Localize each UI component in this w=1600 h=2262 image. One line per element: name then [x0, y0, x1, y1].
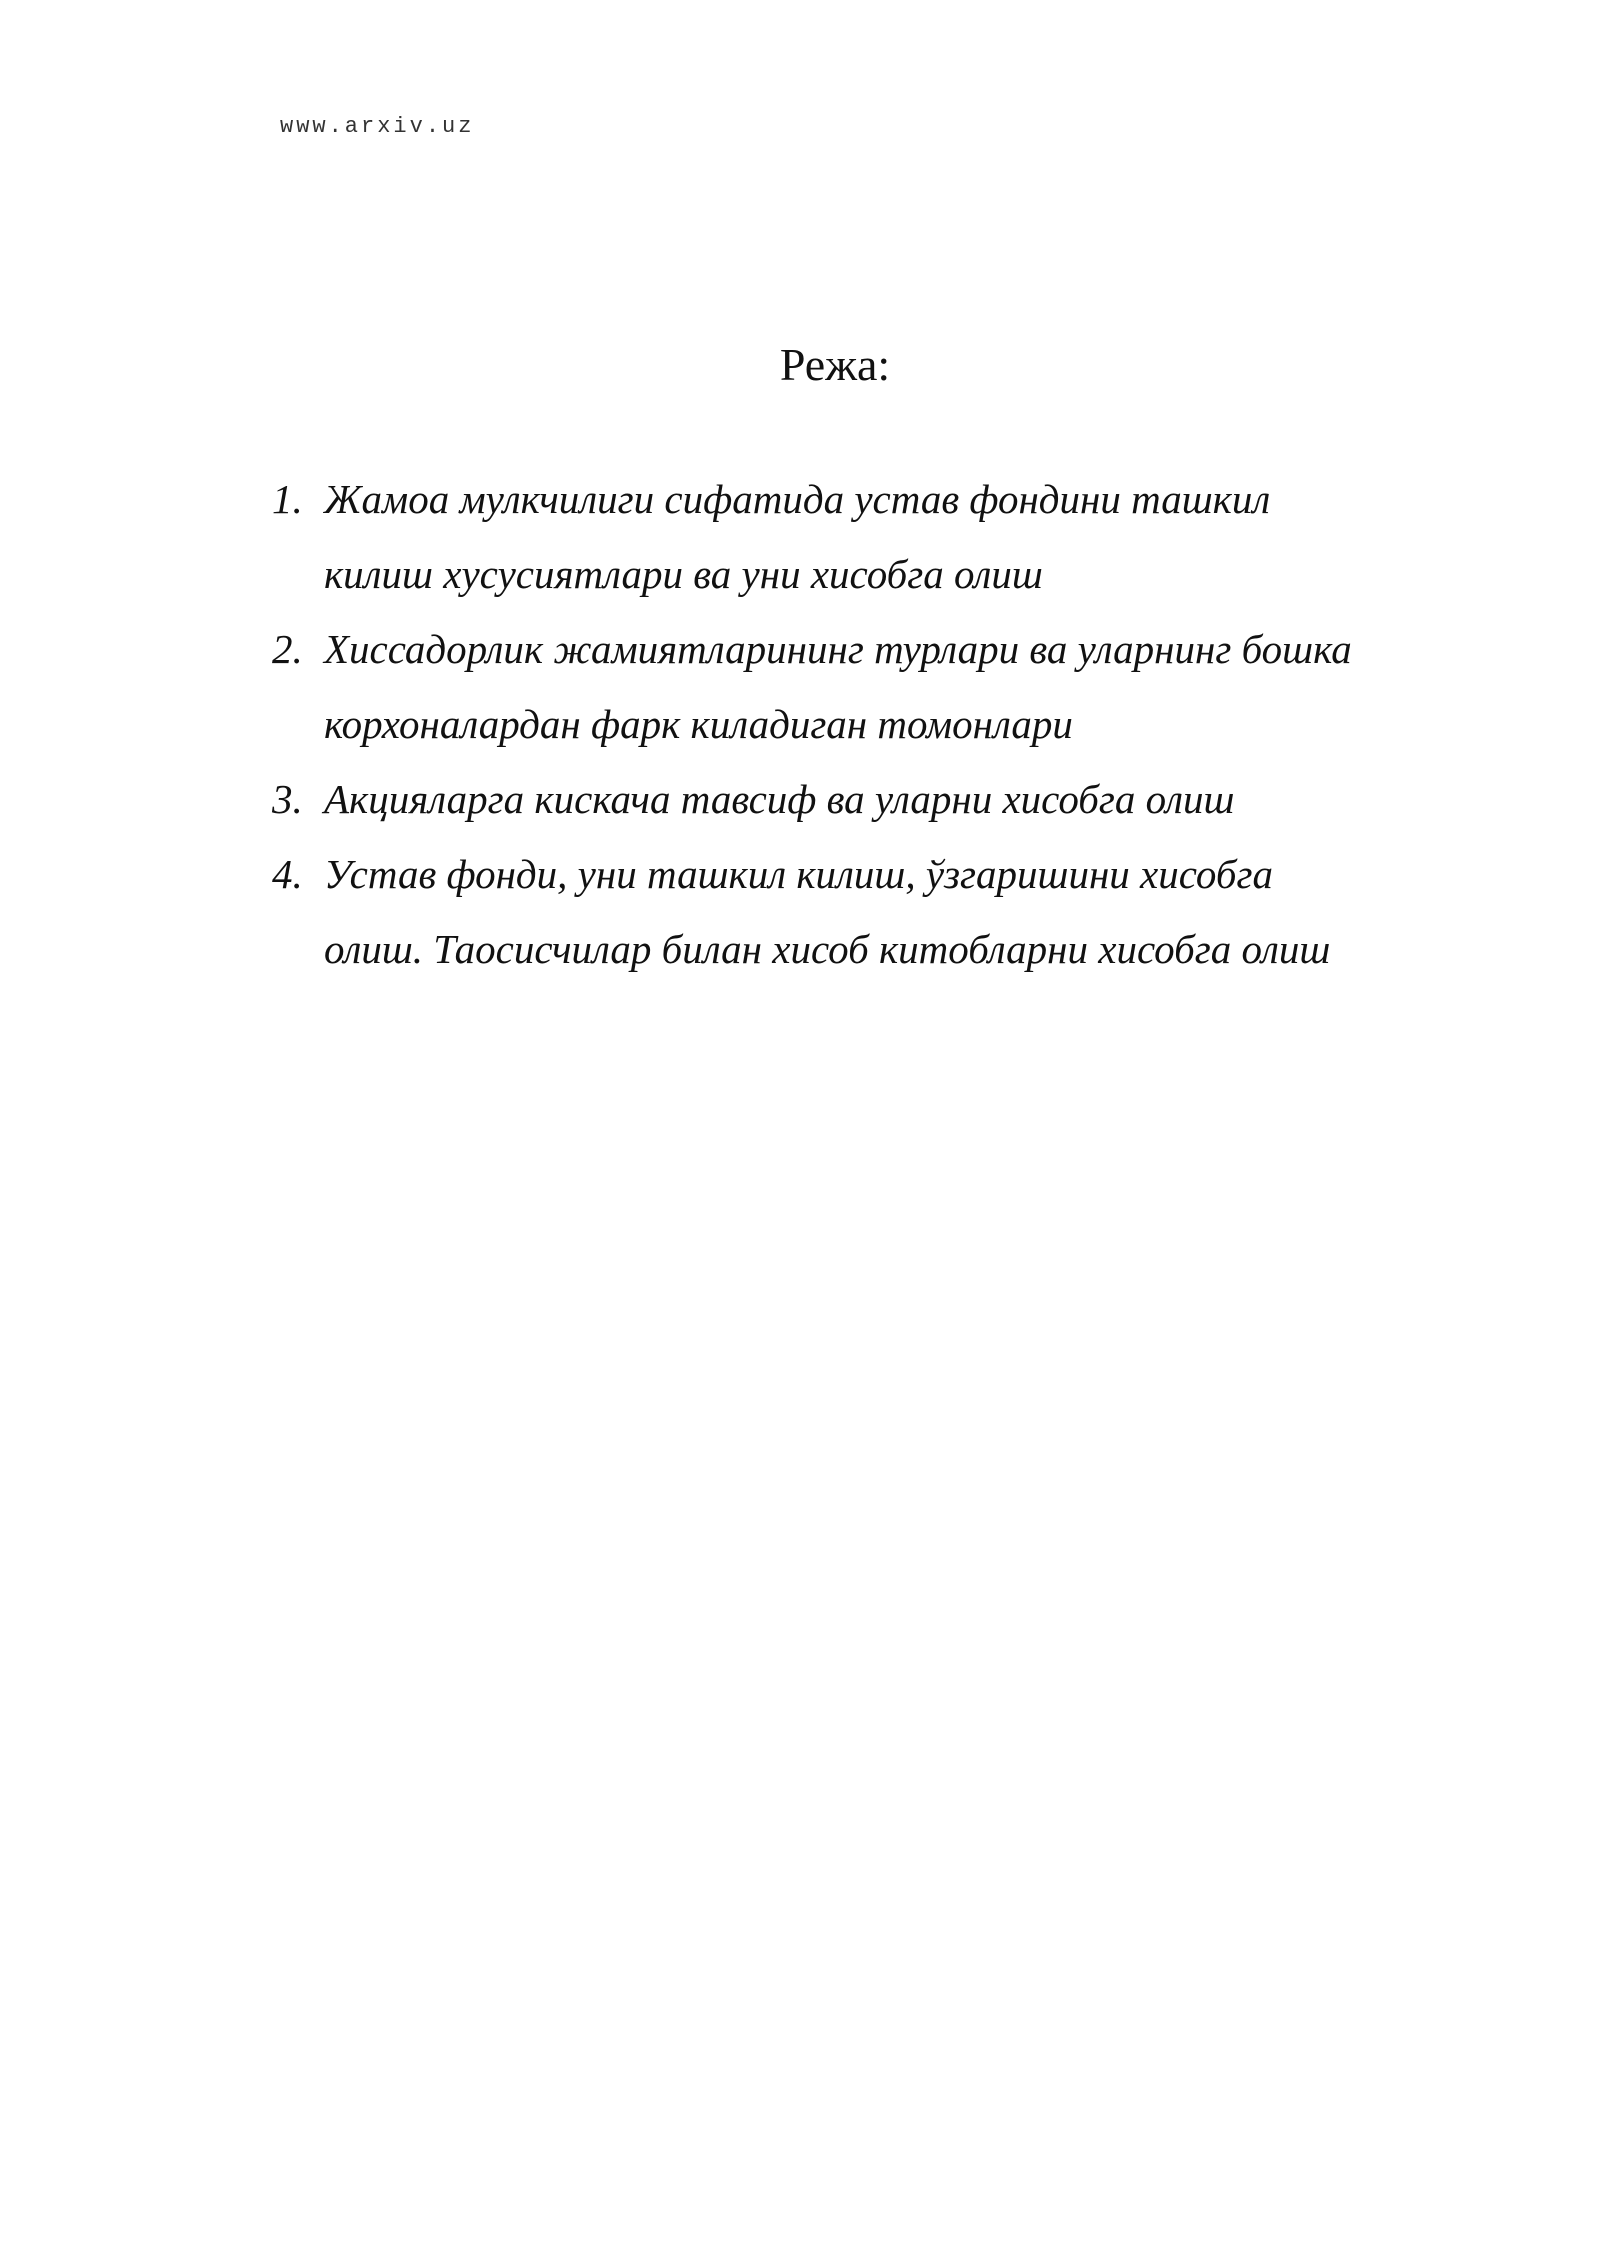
- plan-item-text: [324, 612, 1452, 762]
- plan-item-line: корхоналардан фарк киладиган томонлари: [324, 701, 1073, 747]
- plan-item-line: килиш хусусиятлари ва уни хисобга олиш: [324, 551, 1043, 597]
- plan-item-2: [272, 612, 1452, 762]
- plan-item-line: олиш. Таосисчилар билан хисоб китобларни хисобга олиш: [324, 926, 1331, 972]
- plan-item-number: 1.: [272, 476, 303, 522]
- plan-item-line: Жамоа мулкчилиги сифатида устав фондини ташкил: [324, 476, 1271, 522]
- plan-item-text: [324, 762, 1452, 837]
- plan-item-text: [324, 462, 1452, 612]
- plan-item-line: Акцияларга кискача тавсиф ва уларни хисобга олиш: [324, 776, 1235, 822]
- plan-list: [272, 462, 1452, 987]
- plan-item-line: Хиссадорлик жамиятларининг турлари ва уларнинг бошка: [324, 626, 1352, 672]
- plan-item-number: 4.: [272, 851, 303, 897]
- plan-item-number: 3.: [272, 776, 303, 822]
- site-url: www.arxiv.uz: [280, 114, 475, 139]
- plan-item-line: Устав фонди, уни ташкил килиш, ўзгаришини хисобга: [324, 851, 1274, 897]
- page-title: Режа:: [779, 339, 891, 390]
- plan-item-text: [324, 837, 1452, 987]
- plan-item-3: [272, 762, 1452, 837]
- plan-item-number: 2.: [272, 626, 303, 672]
- plan-item-4: [272, 837, 1452, 987]
- plan-item-1: [272, 462, 1452, 612]
